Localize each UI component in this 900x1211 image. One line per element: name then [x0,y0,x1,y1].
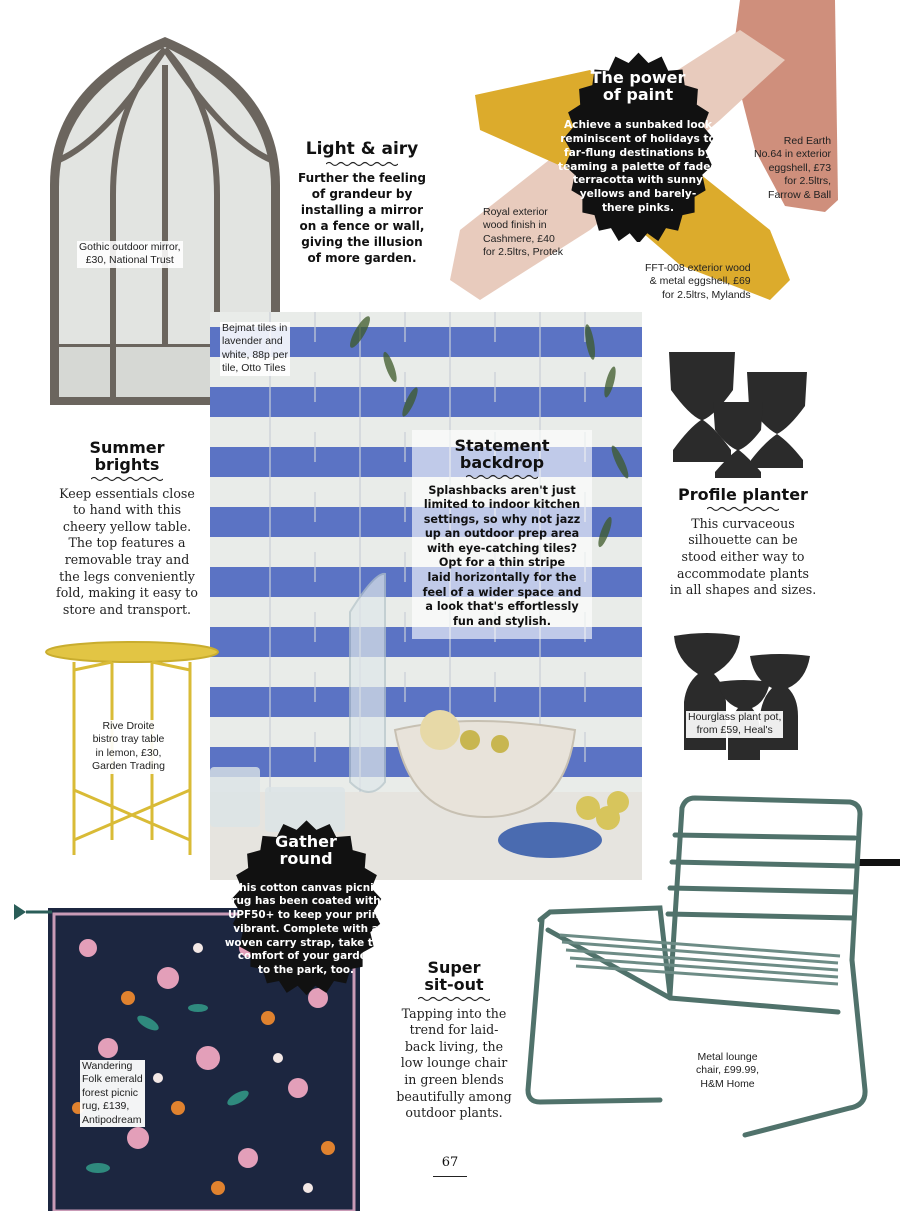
page-number: 67 [430,1155,470,1177]
section-body: Further the feeling of grandeur by installing a mirror on a fence or wall, giving the illusion of more garden. [297,170,427,265]
mirror-caption: Gothic outdoor mirror, £30, National Trust [79,241,181,267]
power-of-paint-badge: The power of paint Achieve a sunbaked look reminiscent of holidays to far-flung destinations by teaming a palette of faded terracotta with sunny yellows and barely- there pinks. [543,52,733,242]
rug-tassel-icon [12,898,52,928]
super-sit-out-section [384,960,524,1122]
section-body: Tapping into the trend for laid- back living, the low lounge chair in green blends beautifully among outdoor plants. [396,1005,512,1121]
wave-divider [326,161,398,167]
planter-caption: Hourglass plant pot, from £59, Heal's [688,711,782,737]
section-heading: Summer brights [89,438,165,474]
royal-cashmere-caption: Royal exterior wood finish in Cashmere, £40 for 2.5ltrs, Protek [483,206,563,259]
red-earth-caption: Red Earth No.64 in exterior eggshell, £73 for 2.5ltrs, Farrow & Ball [754,135,832,201]
section-heading: Super sit-out [424,958,484,994]
section-body: Keep essentials close to hand with this cheery yellow table. The top features a removable tray and the legs conveniently fold, making it easy to store and transport. [56,485,198,617]
hourglass-pots-image [672,632,817,764]
section-body: This curvaceous silhouette can be stood either way to accommodate plants in all shapes and sizes. [669,515,817,598]
wave-divider [707,506,779,512]
section-body: Splashbacks aren't just limited to indoor kitchen settings, so why not jazz up an outdoor prep area with eye-catching tiles? Opt for a thin stripe laid horizontally for the feel of a wider space and a look that's effortlessly fun and stylish. [422,483,582,628]
chair-caption: Metal lounge chair, £99.99, H&M Home [696,1051,760,1090]
section-heading: Light & airy [305,139,419,159]
wave-divider [466,474,538,480]
tiles-caption: Bejmat tiles in lavender and white, 88p per tile, Otto Tiles [222,322,288,375]
rug-caption: Wandering Folk emerald forest picnic rug, £139, Antipodream [82,1060,143,1126]
profile-planter-section [668,487,818,599]
section-heading: Profile planter [678,485,808,504]
mylands-caption: FFT-008 exterior wood & metal eggshell, £69 for 2.5ltrs, Mylands [645,262,751,301]
gather-round-badge: Gather round This cotton canvas picnic rug has been coated with UPF50+ to keep your print vibrant. Complete with a woven carry strap, take the comfort of your garden to the park, too. [210,820,402,996]
summer-brights-section [52,440,202,618]
hourglass-planters-image [665,350,815,480]
section-heading: Statement backdrop [454,436,550,472]
table-caption: Rive Droite bistro tray table in lemon, £30, Garden Trading [92,720,165,773]
wave-divider [418,996,490,1002]
statement-backdrop-section [412,430,592,639]
lounge-chair-image [520,790,880,1150]
page-number-underline [433,1176,467,1177]
wave-divider [91,476,163,482]
light-airy-section [292,141,432,267]
